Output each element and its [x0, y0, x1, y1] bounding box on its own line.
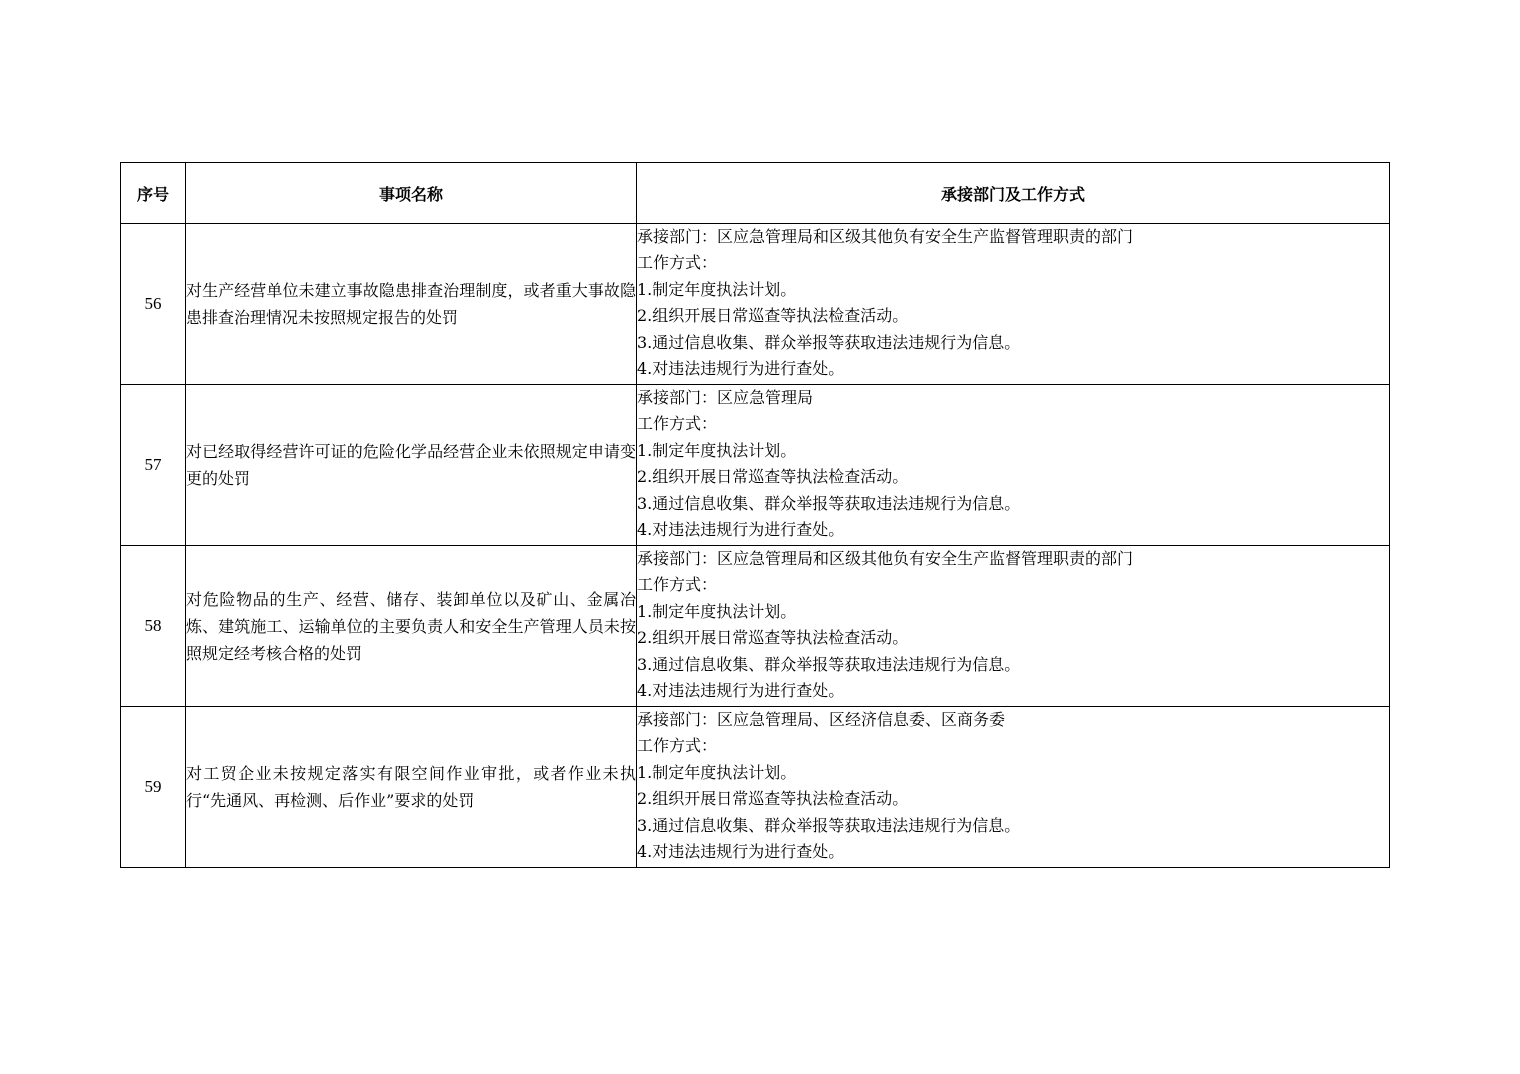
header-row	[121, 163, 1390, 224]
table-row	[121, 707, 1390, 868]
header-serial-number: 序号	[121, 163, 186, 224]
method-step: 4.对违法违规行为进行查处。	[637, 680, 845, 700]
method-step: 2.组织开展日常巡查等执法检查活动。	[637, 628, 909, 648]
table-body	[121, 224, 1390, 868]
method-step: 4.对违法违规行为进行查处。	[637, 519, 845, 539]
method-step: 3.通过信息收集、群众举报等获取违法违规行为信息。	[637, 815, 1021, 835]
row-item-name: 对生产经营单位未建立事故隐患排查治理制度，或者重大事故隐患排查治理情况未按照规定报告的处罚	[186, 224, 637, 385]
header-department-and-method: 承接部门及工作方式	[637, 163, 1390, 224]
department-line: 承接部门：区应急管理局	[637, 388, 814, 407]
method-label: 工作方式：	[637, 575, 718, 595]
row-department-and-method	[637, 707, 1390, 868]
row-department-and-method	[637, 224, 1390, 385]
row-item-name: 对工贸企业未按规定落实有限空间作业审批，或者作业未执行“先通风、再检测、后作业”要求的处罚	[186, 707, 637, 868]
method-step: 2.组织开展日常巡查等执法检查活动。	[637, 467, 909, 487]
method-label: 工作方式：	[637, 253, 718, 273]
method-step: 1.制定年度执法计划。	[637, 440, 797, 460]
method-step: 4.对违法违规行为进行查处。	[637, 841, 845, 861]
method-step: 1.制定年度执法计划。	[637, 601, 797, 621]
row-serial-number: 58	[121, 546, 186, 707]
table-row	[121, 385, 1390, 546]
row-department-and-method	[637, 546, 1390, 707]
department-line: 承接部门：区应急管理局和区级其他负有安全生产监督管理职责的部门	[637, 549, 1134, 568]
row-serial-number: 56	[121, 224, 186, 385]
items-table	[120, 162, 1390, 868]
department-line: 承接部门：区应急管理局和区级其他负有安全生产监督管理职责的部门	[637, 227, 1134, 246]
method-step: 3.通过信息收集、群众举报等获取违法违规行为信息。	[637, 493, 1021, 513]
table-row	[121, 546, 1390, 707]
method-step: 2.组织开展日常巡查等执法检查活动。	[637, 306, 909, 326]
method-step: 3.通过信息收集、群众举报等获取违法违规行为信息。	[637, 654, 1021, 674]
row-item-name: 对危险物品的生产、经营、储存、装卸单位以及矿山、金属冶炼、建筑施工、运输单位的主要负责人和安全生产管理人员未按照规定经考核合格的处罚	[186, 546, 637, 707]
table-row	[121, 224, 1390, 385]
method-step: 1.制定年度执法计划。	[637, 762, 797, 782]
row-department-and-method	[637, 385, 1390, 546]
header-item-name: 事项名称	[186, 163, 637, 224]
method-step: 4.对违法违规行为进行查处。	[637, 358, 845, 378]
row-serial-number: 57	[121, 385, 186, 546]
method-label: 工作方式：	[637, 736, 718, 756]
method-step: 1.制定年度执法计划。	[637, 279, 797, 299]
department-line: 承接部门：区应急管理局、区经济信息委、区商务委	[637, 710, 1006, 729]
row-item-name: 对已经取得经营许可证的危险化学品经营企业未依照规定申请变更的处罚	[186, 385, 637, 546]
table-header	[121, 163, 1390, 224]
method-step: 3.通过信息收集、群众举报等获取违法违规行为信息。	[637, 332, 1021, 352]
method-step: 2.组织开展日常巡查等执法检查活动。	[637, 789, 909, 809]
method-label: 工作方式：	[637, 414, 718, 434]
row-serial-number: 59	[121, 707, 186, 868]
